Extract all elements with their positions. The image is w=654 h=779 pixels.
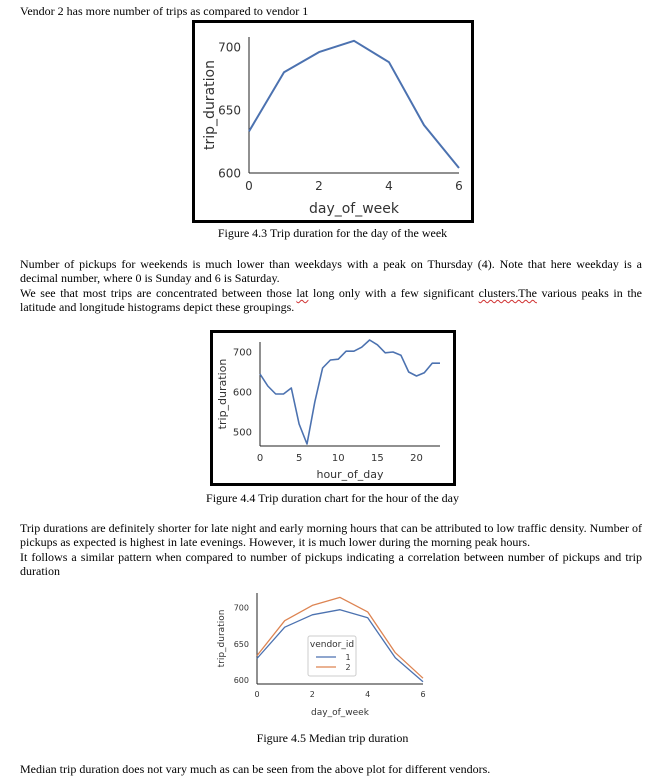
paragraph-late-night: Trip durations are definitely shorter for late night and early morning hours that can be attributed to low traffic density. Number of pickups as expected is highest in late evenings. However, it is much lower during the morning peak hours. xyxy=(20,521,642,549)
legend-title: vendor_id xyxy=(309,640,355,650)
x-tick-label: 0 xyxy=(254,690,260,699)
x-tick-label: 4 xyxy=(365,690,371,699)
x-tick-label: 20 xyxy=(410,453,423,464)
y-tick-label: 700 xyxy=(232,347,252,359)
figure-4-5 xyxy=(212,588,438,720)
y-tick-label: 650 xyxy=(218,103,241,118)
y-tick-label: 600 xyxy=(218,166,241,181)
x-axis-label: hour_of_day xyxy=(316,468,384,481)
chart-median-trip-duration xyxy=(212,588,438,720)
figure-4-3 xyxy=(192,20,474,223)
caption-fig-4-5: Figure 4.5 Median trip duration xyxy=(256,731,409,745)
y-axis-label: trip_duration xyxy=(216,358,229,430)
paragraph-vendor-count: Vendor 2 has more number of trips as compared to vendor 1 xyxy=(20,4,309,18)
x-tick-label: 6 xyxy=(455,179,463,193)
x-axis-label: day_of_week xyxy=(311,708,369,718)
text-run: long only with a few significant xyxy=(308,286,479,300)
x-axis-label: day_of_week xyxy=(308,201,400,217)
legend-label-1: 1 xyxy=(345,653,351,662)
caption-fig-4-4: Figure 4.4 Trip duration chart for the hour of the day xyxy=(206,491,459,505)
x-tick-label: 10 xyxy=(331,453,345,464)
series-line-1 xyxy=(249,41,459,168)
legend-label-2: 2 xyxy=(345,663,351,672)
x-tick-label: 5 xyxy=(295,453,303,464)
y-axis-label: trip_duration xyxy=(217,609,227,668)
x-tick-label: 0 xyxy=(256,453,264,464)
figure-4-4 xyxy=(210,330,456,486)
caption-fig-4-3: Figure 4.3 Trip duration for the day of the week xyxy=(217,226,448,240)
chart-day-of-week xyxy=(192,20,474,223)
x-tick-label: 15 xyxy=(371,453,384,464)
paragraph-median-vendors: Median trip duration does not vary much as can be seen from the above plot for different vendors. xyxy=(20,762,491,776)
text-run: various peaks in the latitude and longitude histograms depict these groupings. xyxy=(20,286,642,314)
y-tick-label: 700 xyxy=(233,603,249,613)
y-tick-label: 700 xyxy=(218,40,241,55)
y-tick-label: 500 xyxy=(232,427,252,439)
text-run: We see that most trips are concentrated between those xyxy=(20,286,297,300)
paragraph-weekend-pickups: Number of pickups for weekends is much lower than weekdays with a peak on Thursday (4). Note that here weekday is a decimal number, where 0 is Sunday and 6 is Saturday. xyxy=(20,257,642,285)
series-line-1 xyxy=(260,340,440,444)
x-tick-label: 4 xyxy=(385,179,393,193)
x-tick-label: 0 xyxy=(245,179,253,193)
paragraph-pickups-correlation: It follows a similar pattern when compared to number of pickups indicating a correlation between number of pickups and trip duration xyxy=(20,550,642,578)
spelling-flag-lat: lat xyxy=(296,286,309,300)
x-tick-label: 2 xyxy=(309,690,315,699)
x-tick-label: 6 xyxy=(420,690,426,699)
paragraph-lat-long xyxy=(20,286,642,314)
x-tick-label: 2 xyxy=(315,179,323,193)
y-tick-label: 600 xyxy=(232,387,252,399)
y-tick-label: 650 xyxy=(233,639,249,649)
chart-hour-of-day xyxy=(210,330,456,486)
spelling-flag-clusters: clusters.The xyxy=(478,286,537,300)
y-tick-label: 600 xyxy=(233,676,249,686)
y-axis-label: trip_duration xyxy=(202,60,218,150)
